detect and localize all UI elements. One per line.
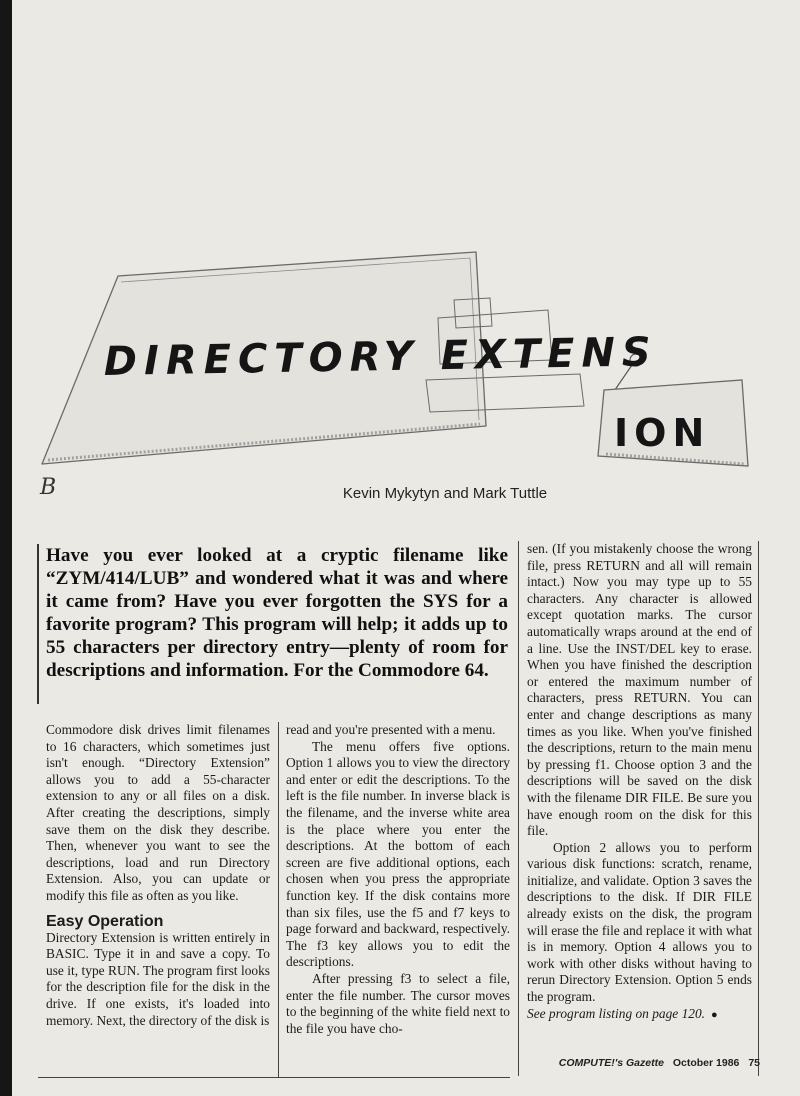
column-1 <box>46 722 270 1029</box>
column-rule-3 <box>758 541 759 1076</box>
col1-paragraph-1: Commodore disk drives limit filenames to 16 characters, which sometimes just isn't enough. “Directory Extension” allows you to add a 55-character extension to any or all files on a disk. After creating the descriptions, simply save them on the disk they describe. Then, whenever you want to see the descriptions, load and run Directory Extension. Also, you can update or modify this file as often as you like. <box>46 722 270 903</box>
intro-deck: Have you ever looked at a cryptic filename like “ZYM/414/LUB” and wondered what it was and where it came from? Have you ever forgotten the SYS for a favorite program? This program will help; it adds up to 55 characters per directory entry—plenty of room for descriptions and information. For the Commodore 64. <box>46 545 508 681</box>
title-line-2: ION <box>614 411 711 455</box>
col3-paragraph-2: Option 2 allows you to perform various disk functions: scratch, rename, initialize, and validate. Option 3 saves the descriptions to the disk. If DIR FILE already exists on the disk, the program will erase the file and replace it with what is in memory. Option 4 allows you to work with other disks without having to rerun Directory Extension. Option 5 ends the program. <box>527 839 752 1005</box>
footer-magazine: COMPUTE!'s Gazette <box>558 1057 664 1069</box>
artist-mark: B <box>40 475 57 500</box>
col2-paragraph-1: read and you're presented with a menu. <box>286 722 496 737</box>
column-2 <box>286 722 510 1037</box>
column-3 <box>527 541 752 1023</box>
col3-paragraph-1: sen. (If you mistakenly choose the wrong file, press RETURN and all will remain intact.) Now you may type up to 55 characters. Any character is allowed except quotation marks. The cursor automatically wraps around at the end of a line. Use the INST/DEL key to erase. When you have finished the description or entered the maximum number of characters, press RETURN. You can enter and change descriptions as many times as you like. When you've finished the descriptions, return to the main menu by pressing f1. Choose option 3 and the descriptions will be saved on the disk with the filename DIR FILE. Be sure you have enough room on the disk for this file. <box>527 541 752 839</box>
byline: Kevin Mykytyn and Mark Tuttle <box>342 485 548 502</box>
title-line-1: DIRECTORY EXTENS <box>103 329 659 385</box>
footer-date: October 1986 <box>672 1057 740 1069</box>
bottom-rule <box>38 1077 510 1078</box>
section-heading: Easy Operation <box>46 912 164 930</box>
page-footer <box>553 1057 760 1069</box>
column-rule-2 <box>518 541 519 1076</box>
program-listing-note: See program listing on page 120. <box>527 1005 706 1021</box>
scan-left-edge <box>0 0 12 1096</box>
column-rule-1 <box>278 722 279 1078</box>
col2-paragraph-2: The menu offers five options. Option 1 allows you to view the directory and enter or edit the descriptions. To the left is the file number. In inverse black is the filename, and the inverse white area is the place where you enter the descriptions. At the bottom of each screen are five additional options, each chosen when you press the appropriate function key. If the disk contains more than six files, use the f5 and f7 keys to page forward and backward, respectively. The f3 key allows you to edit the descriptions. <box>286 738 510 970</box>
col2-paragraph-3: After pressing f3 to select a file, enter the file number. The cursor moves to the beginning of the white field next to the file you have cho- <box>286 970 510 1036</box>
end-mark-icon: ● <box>711 1008 718 1021</box>
col1-paragraph-2: Directory Extension is written entirely in BASIC. Type it in and save a copy. To use it, type RUN. The program first looks for the description file for the disk in the drive. If one exists, it's loaded into memory. Next, the directory of the disk is <box>46 929 270 1028</box>
listing-note-line <box>527 1006 752 1024</box>
intro-rule <box>37 544 39 704</box>
footer-page-number: 75 <box>748 1057 760 1069</box>
title-illustration <box>0 230 800 500</box>
